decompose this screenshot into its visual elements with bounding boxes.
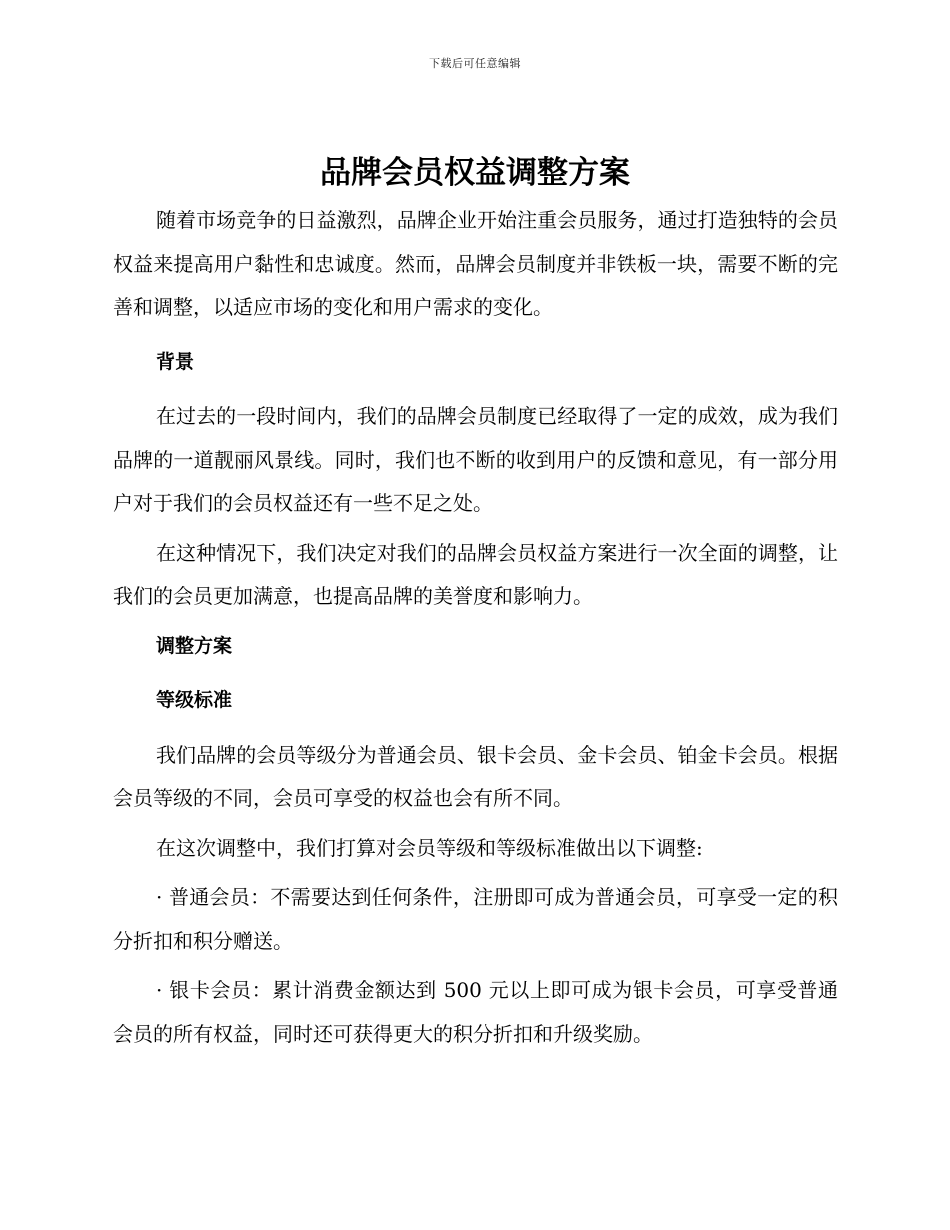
subheading-level-standard: 等级标准 xyxy=(156,689,233,711)
document-body xyxy=(113,199,838,1062)
plan-paragraph-1: 我们品牌的会员等级分为普通会员、银卡会员、金卡会员、铂金卡会员。根据会员等级的不同，会员可享受的权益也会有所不同。 xyxy=(113,742,838,810)
background-paragraph-1: 在过去的一段时间内，我们的品牌会员制度已经取得了一定的成效，成为我们品牌的一道靓丽风景线。同时，我们也不断的收到用户的反馈和意见，有一部分用户对于我们的会员权益还有一些不足之处。 xyxy=(113,404,838,515)
list-item-regular-member: · 普通会员：不需要达到任何条件，注册即可成为普通会员，可享受一定的积分折扣和积分赠送。 xyxy=(113,885,838,953)
section-heading-plan: 调整方案 xyxy=(156,634,233,657)
document-title: 品牌会员权益调整方案 xyxy=(320,155,630,191)
list-item-silver-member: · 银卡会员：累计消费金额达到 500 元以上即可成为银卡会员，可享受普通会员的所有权益，同时还可获得更大的积分折扣和升级奖励。 xyxy=(113,978,838,1046)
intro-paragraph: 随着市场竞争的日益激烈，品牌企业开始注重会员服务，通过打造独特的会员权益来提高用户黏性和忠诚度。然而，品牌会员制度并非铁板一块，需要不断的完善和调整，以适应市场的变化和用户需求的变化。 xyxy=(113,208,838,319)
background-paragraph-2: 在这种情况下，我们决定对我们的品牌会员权益方案进行一次全面的调整，让我们的会员更加满意，也提高品牌的美誉度和影响力。 xyxy=(113,540,838,608)
plan-paragraph-2: 在这次调整中，我们打算对会员等级和等级标准做出以下调整: xyxy=(156,835,703,860)
section-heading-background: 背景 xyxy=(156,350,195,373)
header-note: 下载后可任意编辑 xyxy=(429,57,521,70)
